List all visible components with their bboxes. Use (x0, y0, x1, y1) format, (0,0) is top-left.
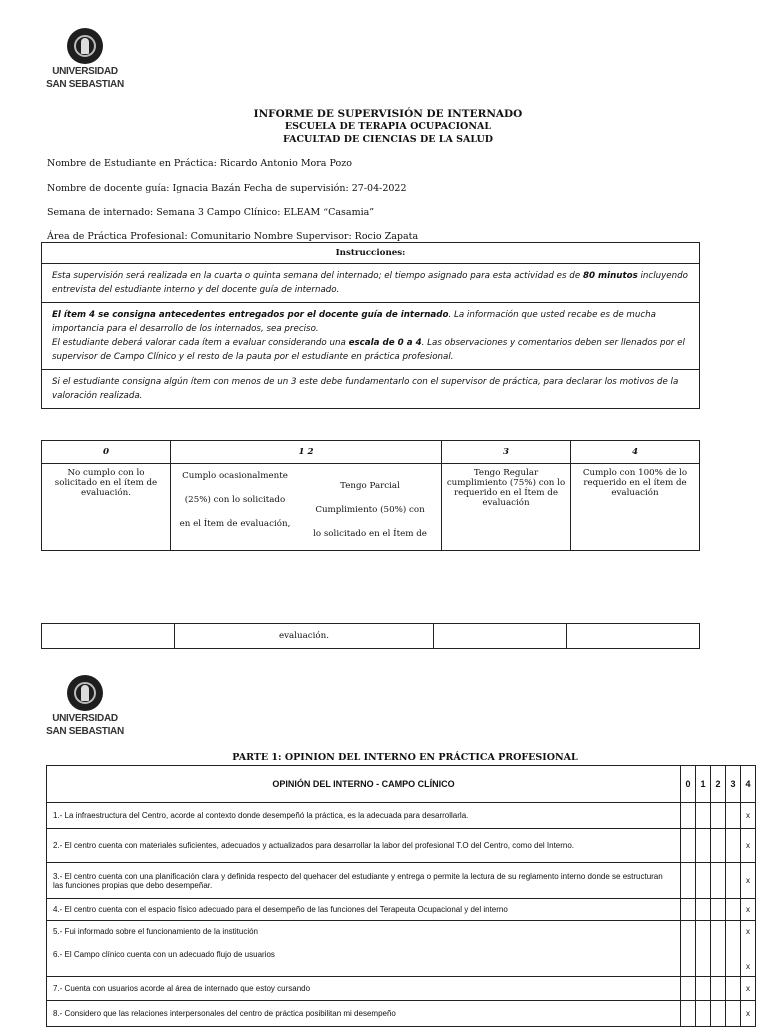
scale-continuation-table (41, 623, 700, 649)
teacher-date-field: Nombre de docente guía: Ignacia Bazán Fecha de supervisión: 27-04-2022 (47, 183, 407, 194)
table-row (47, 829, 756, 863)
faculty-name: FACULTAD DE CIENCIAS DE LA SALUD (282, 134, 494, 145)
instructions-paragraph-3: Si el estudiante consigna algún ítem con menos de un 3 este debe fundamentarlo con el supervisor de práctica, para declarar los motivos de la valoración realizada. (42, 370, 700, 409)
score-cell[interactable] (711, 1001, 726, 1027)
score-header: 4 (741, 766, 756, 803)
report-title: INFORME DE SUPERVISIÓN DE INTERNADO (253, 108, 523, 120)
university-seal-icon (67, 675, 103, 711)
table-row (47, 899, 756, 921)
table-row (47, 863, 756, 899)
score-cell-checked[interactable]: x (741, 899, 756, 921)
university-logo (40, 675, 130, 737)
score-cell[interactable] (696, 899, 711, 921)
score-cell[interactable] (711, 921, 726, 977)
score-cell-checked[interactable]: x (741, 977, 756, 1001)
score-mark: x (746, 962, 750, 971)
part1-title: PARTE 1: OPINION DEL INTERNO EN PRÁCTICA PROFESIONAL (232, 752, 578, 763)
opinion-table (46, 765, 756, 1027)
scale-desc-1 (171, 464, 300, 551)
scale-header-0: 0 (42, 441, 171, 464)
scale-desc-2 (299, 464, 442, 551)
scale-desc-2-line: lo solicitado en el Ítem de (313, 529, 427, 539)
logo-line-1: UNIVERSIDAD (52, 66, 118, 77)
instr-bold: 80 minutos (582, 271, 638, 281)
score-cell[interactable] (681, 977, 696, 1001)
score-cell[interactable] (681, 803, 696, 829)
score-cell-checked[interactable]: x (741, 803, 756, 829)
score-cell[interactable] (696, 863, 711, 899)
university-logo (40, 28, 130, 90)
score-cell-checked[interactable]: x (741, 863, 756, 899)
score-cell[interactable] (711, 803, 726, 829)
scale-desc-1-line: Cumplo ocasionalmente (182, 471, 288, 481)
item-text: 2.- El centro cuenta con materiales suficientes, adecuados y actualizados para desarrollar la labor del profesional T.O del Centro, como del Interno. (47, 829, 681, 863)
cont-cell-1-2: evaluación. (175, 624, 434, 649)
scale-header-1-2: 1 2 (171, 441, 442, 464)
university-seal-icon (67, 28, 103, 64)
instr-text: incluyendo entrevista del estudiante interno y del docente guía de internado. (52, 271, 688, 295)
instr-bold: El ítem 4 se consigna antecedentes entregados por el docente guía de internado (52, 310, 449, 320)
table-row (47, 1001, 756, 1027)
score-cell[interactable] (726, 899, 741, 921)
score-cell[interactable] (726, 829, 741, 863)
instr-text: . La información que usted recabe es de mucha importancia para el desarrollo de los internados, sea preciso. (52, 310, 657, 334)
cont-cell-0 (42, 624, 175, 649)
score-header: 1 (696, 766, 711, 803)
item-text: 4.- El centro cuenta con el espacio físico adecuado para el desempeño de las funciones del Terapeuta Ocupacional y del interno (47, 899, 681, 921)
table-row (47, 977, 756, 1001)
instr-bold: escala de 0 a 4 (348, 338, 422, 348)
item-text: 6.- El Campo clínico cuenta con un adecuado flujo de usuarios (53, 950, 275, 959)
score-cell[interactable] (726, 1001, 741, 1027)
score-cell[interactable] (711, 977, 726, 1001)
instructions-heading: Instrucciones: (42, 243, 700, 264)
item-text: 5.- Fui informado sobre el funcionamiento de la institución (53, 927, 258, 936)
score-header: 2 (711, 766, 726, 803)
score-cell-checked[interactable] (741, 921, 756, 977)
scale-desc-0: No cumplo con lo solicitado en el ítem de evaluación. (42, 464, 171, 551)
instructions-paragraph-1 (42, 264, 700, 303)
score-cell[interactable] (696, 829, 711, 863)
logo-line-2: SAN SEBASTIAN (46, 726, 124, 737)
score-cell[interactable] (696, 1001, 711, 1027)
score-header: 3 (726, 766, 741, 803)
instr-text: Esta supervisión será realizada en la cuarta o quinta semana del internado; el tiempo asignado para esta actividad es de (52, 271, 583, 281)
scale-desc-3: Tengo Regular cumplimiento (75%) con lo requerido en el Ítem de evaluación (442, 464, 571, 551)
score-cell[interactable] (681, 829, 696, 863)
score-cell[interactable] (696, 803, 711, 829)
student-name-field: Nombre de Estudiante en Práctica: Ricardo Antonio Mora Pozo (47, 158, 352, 169)
logo-line-2: SAN SEBASTIAN (46, 79, 124, 90)
score-cell[interactable] (681, 899, 696, 921)
area-field: Área de Práctica Profesional: Comunitario Nombre Supervisor: Rocio Zapata (47, 231, 419, 242)
cont-cell-4 (567, 624, 700, 649)
opinion-table-heading: OPINIÓN DEL INTERNO - CAMPO CLÍNICO (47, 766, 681, 803)
scale-desc-1-line: en el Ítem de evaluación, (179, 519, 291, 529)
item-text: 1.- La infraestructura del Centro, acorde al contexto donde desempeñó la práctica, es la adecuada para desarrollarla. (47, 803, 681, 829)
item-text: 3.- El centro cuenta con una planificación clara y definida respecto del quehacer del estudiante y entrega o permite la lectura de su reglamento interno donde se estructuran las funciones propias que debo desempeñar. (47, 863, 681, 899)
score-cell[interactable] (681, 921, 696, 977)
scale-table (41, 440, 700, 551)
table-row (47, 921, 756, 977)
item-text: 7.- Cuenta con usuarios acorde al área de internado que estoy cursando (47, 977, 681, 1001)
instr-text: . Las observaciones y comentarios deben ser llenados por el supervisor de Campo Clínico y el resto de la pauta por el estudiante en práctica profesional. (52, 338, 685, 362)
scale-desc-1-line: (25%) con lo solicitado (184, 495, 286, 505)
logo-line-1: UNIVERSIDAD (52, 713, 118, 724)
item-text: 8.- Considero que las relaciones interpersonales del centro de práctica posibilitan mi desempeño (47, 1001, 681, 1027)
school-name: ESCUELA DE TERAPIA OCUPACIONAL (284, 121, 492, 132)
instructions-paragraph-2 (42, 303, 700, 370)
score-cell[interactable] (711, 829, 726, 863)
score-cell[interactable] (726, 977, 741, 1001)
week-field: Semana de internado: Semana 3 Campo Clínico: ELEAM “Casamia” (47, 207, 375, 218)
score-mark: x (746, 927, 750, 936)
item-text-pair (47, 921, 681, 977)
scale-header-3: 3 (442, 441, 571, 464)
table-row (47, 803, 756, 829)
score-cell[interactable] (711, 863, 726, 899)
scale-header-4: 4 (571, 441, 700, 464)
scale-desc-2-line: Tengo Parcial (340, 481, 400, 491)
score-cell[interactable] (726, 803, 741, 829)
score-cell-checked[interactable]: x (741, 829, 756, 863)
instr-text: El estudiante deberá valorar cada ítem a evaluar considerando una (52, 338, 349, 348)
score-cell[interactable] (696, 921, 711, 977)
score-cell[interactable] (726, 921, 741, 977)
score-cell[interactable] (711, 899, 726, 921)
score-cell[interactable] (681, 863, 696, 899)
cont-cell-3 (434, 624, 567, 649)
score-cell[interactable] (681, 1001, 696, 1027)
score-header: 0 (681, 766, 696, 803)
score-cell[interactable] (696, 977, 711, 1001)
scale-desc-2-line: Cumplimiento (50%) con (315, 505, 425, 515)
score-cell[interactable] (726, 863, 741, 899)
score-cell-checked[interactable]: x (741, 1001, 756, 1027)
scale-desc-4: Cumplo con 100% de lo requerido en el ítem de evaluación (571, 464, 700, 551)
instructions-table (41, 242, 700, 409)
